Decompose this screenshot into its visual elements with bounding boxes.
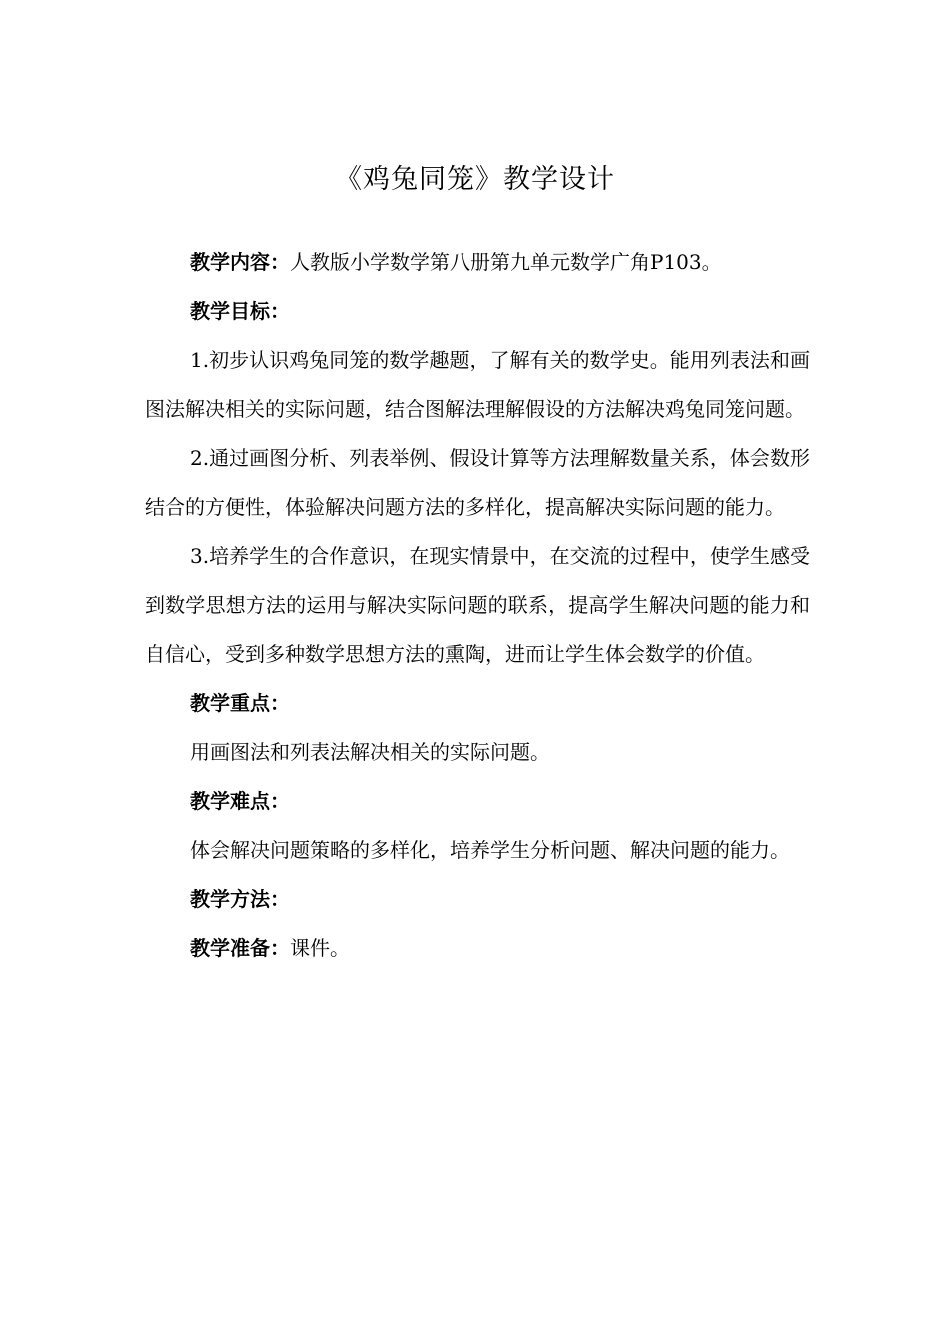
- teaching-objectives-label: 教学目标：: [190, 299, 290, 323]
- objective-item-1: 1.初步认识鸡兔同笼的数学趣题，了解有关的数学史。能用列表法和画图法解决相关的实际问题，结合图解法理解假设的方法解决鸡兔同笼问题。: [145, 348, 810, 421]
- key-points-text: 用画图法和列表法解决相关的实际问题。: [190, 740, 550, 764]
- objective-item-2: 2.通过画图分析、列表举例、假设计算等方法理解数量关系，体会数形结合的方便性，体验解决问题方法的多样化，提高解决实际问题的能力。: [145, 446, 810, 519]
- difficulties-heading: [145, 777, 810, 826]
- teaching-preparation: [145, 924, 810, 973]
- teaching-content-text: 人教版小学数学第八册第九单元数学广角P103。: [290, 250, 722, 274]
- document-title: 《鸡兔同笼》教学设计: [335, 164, 615, 195]
- teaching-objectives-heading: [145, 287, 810, 336]
- document-body: [145, 238, 810, 973]
- teaching-methods-label: 教学方法：: [190, 887, 290, 911]
- difficulties-text: 体会解决问题策略的多样化，培养学生分析问题、解决问题的能力。: [190, 838, 790, 862]
- teaching-content-label: 教学内容：: [190, 250, 290, 274]
- teaching-content: [145, 238, 810, 287]
- difficulties-label: 教学难点：: [190, 789, 290, 813]
- objective-item-3: 3.培养学生的合作意识，在现实情景中，在交流的过程中，使学生感受到数学思想方法的运用与解决实际问题的联系，提高学生解决问题的能力和自信心，受到多种数学思想方法的熏陶，进而让学生体会数学的价值。: [145, 544, 810, 666]
- key-points-label: 教学重点：: [190, 691, 290, 715]
- teaching-methods: [145, 875, 810, 924]
- teaching-preparation-label: 教学准备：: [190, 936, 290, 960]
- teaching-preparation-text: 课件。: [290, 936, 350, 960]
- key-points-heading: [145, 679, 810, 728]
